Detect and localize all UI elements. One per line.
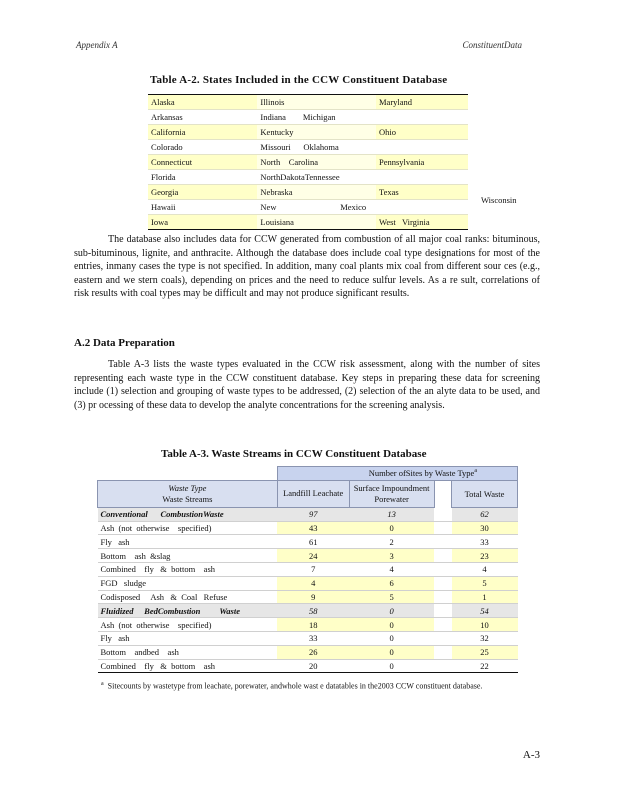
table-a3-cell-landfill: 43 <box>277 521 349 535</box>
table-a3-cell-label: Codisposed Ash & Coal Refuse <box>98 590 278 604</box>
table-a2-cell: Arkansas <box>148 110 257 125</box>
table-a3-row <box>98 659 518 673</box>
table-a2-cell: Louisiana <box>257 215 376 230</box>
table-a3-cell-label: Fluidized BedCombustion Waste <box>98 604 278 618</box>
table-a2-cell <box>376 140 468 155</box>
table-a2-cell: Nebraska <box>257 185 376 200</box>
table-a2-row <box>148 215 468 230</box>
table-a2-cell: Maryland <box>376 95 468 110</box>
table-a3-gap <box>434 507 451 521</box>
table-a3-col-waste-type: Waste Type Waste Streams <box>98 480 278 507</box>
table-a3-row <box>98 618 518 632</box>
table-a3-cell-total: 25 <box>452 645 518 659</box>
table-a2-cell: North Carolina <box>257 155 376 170</box>
table-a3-cell-total: 4 <box>452 562 518 576</box>
table-a2-cell: Ohio <box>376 125 468 140</box>
table-a3-cell-label: Bottom ash &slag <box>98 549 278 563</box>
table-a2-row <box>148 125 468 140</box>
table-a2-cell <box>376 110 468 125</box>
table-a2-cell: Texas <box>376 185 468 200</box>
table-a2-cell: Pennsylvania <box>376 155 468 170</box>
table-a3-cell-total: 22 <box>452 659 518 673</box>
table-a3-cell-label: Fly ash <box>98 631 278 645</box>
table-a3-cell-total: 62 <box>452 507 518 521</box>
table-a2-cell: Indiana Michigan <box>257 110 376 125</box>
table-a3-row <box>98 604 518 618</box>
table-a2-cell: Hawaii <box>148 200 257 215</box>
table-a3-cell-landfill: 33 <box>277 631 349 645</box>
table-a2-cell: Kentucky <box>257 125 376 140</box>
table-a2-cell: Colorado <box>148 140 257 155</box>
table-a3-cell-porewater: 4 <box>349 562 434 576</box>
table-a3-cell-total: 10 <box>452 618 518 632</box>
table-a2-cell: Alaska <box>148 95 257 110</box>
table-a2-cell: West Virginia <box>376 215 468 230</box>
table-a2-cell <box>376 200 468 215</box>
table-a3-gap <box>434 618 451 632</box>
table-a2-cell: Georgia <box>148 185 257 200</box>
table-a3-cell-porewater: 0 <box>349 604 434 618</box>
table-a2-row <box>148 155 468 170</box>
table-a3-cell-landfill: 61 <box>277 535 349 549</box>
table-a3-cell-total: 30 <box>452 521 518 535</box>
table-a3-cell-label: FGD sludge <box>98 576 278 590</box>
table-a3-cell-porewater: 2 <box>349 535 434 549</box>
table-a3-col-porewater: Surface Impoundment Porewater <box>349 480 434 507</box>
table-a2-cell: New Mexico <box>257 200 376 215</box>
table-a2-cell: NorthDakotaTennessee <box>257 170 376 185</box>
table-a3-cell-label: Fly ash <box>98 535 278 549</box>
table-a3-cell-total: 54 <box>452 604 518 618</box>
table-a3-cell-landfill: 9 <box>277 590 349 604</box>
table-a3-cell-landfill: 24 <box>277 549 349 563</box>
table-a2 <box>148 94 468 230</box>
table-a3-cell-porewater: 0 <box>349 659 434 673</box>
table-a3-row <box>98 631 518 645</box>
table-a2-cell <box>376 170 468 185</box>
table-a3-gap <box>434 549 451 563</box>
section-heading-a2: A.2 Data Preparation <box>74 337 175 349</box>
table-a3-gap <box>434 562 451 576</box>
table-a3-title: Table A-3. Waste Streams in CCW Constituent Database <box>161 448 427 460</box>
table-a3-cell-label: Combined fly & bottom ash <box>98 562 278 576</box>
table-a3-cell-porewater: 0 <box>349 618 434 632</box>
table-a3-gap <box>434 535 451 549</box>
table-a2-cell: Missouri Oklahoma <box>257 140 376 155</box>
table-a3-cell-landfill: 97 <box>277 507 349 521</box>
table-a3-cell-porewater: 5 <box>349 590 434 604</box>
table-a2-row <box>148 95 468 110</box>
table-a3 <box>97 466 518 673</box>
table-a3-cell-porewater: 0 <box>349 631 434 645</box>
table-a3-cell-porewater: 0 <box>349 521 434 535</box>
table-a3-cell-label: Ash (not otherwise specified) <box>98 618 278 632</box>
table-a2-row <box>148 200 468 215</box>
table-a3-span-header: Number ofSites by Waste Type$^a$ <box>277 467 517 481</box>
table-a3-cell-label: Bottom andbed ash <box>98 645 278 659</box>
table-a3-cell-porewater: 3 <box>349 549 434 563</box>
table-a3-cell-porewater: 6 <box>349 576 434 590</box>
table-a2-row <box>148 140 468 155</box>
page-number: A-3 <box>522 749 540 761</box>
table-a3-cell-landfill: 26 <box>277 645 349 659</box>
table-a3-row <box>98 562 518 576</box>
table-a3-cell-porewater: 13 <box>349 507 434 521</box>
table-a2-row <box>148 185 468 200</box>
table-a3-gap <box>434 576 451 590</box>
table-a2-row <box>148 110 468 125</box>
table-a3-cell-total: 23 <box>452 549 518 563</box>
table-a3-gap <box>434 659 451 673</box>
table-a3-col-total: Total Waste <box>452 480 518 507</box>
paragraph-data-preparation: Table A-3 lists the waste types evaluated in the CCW risk assessment, along with the number of sites representing each waste type in the CCW constituent database. Key steps in preparing these data for screening include (1) selection and grouping of waste types to be addressed, (2) selection of the an alyte data to be used, and (3) pr ocessing of these data to develop the analyte concentrations for the screening analysis. <box>74 359 540 411</box>
table-a3-cell-landfill: 4 <box>277 576 349 590</box>
running-header-left: Appendix A <box>76 40 118 50</box>
table-a3-cell-total: 33 <box>452 535 518 549</box>
paragraph-coal-ranks: The database also includes data for CCW generated from combustion of all major coal ranks: bituminous, sub-bituminous, lignite, and anthracite. Although the database does include coal type designations for most of the entries, inmany cases the type is not specified. In addition, many coal plants mix coal from different sour ces (e.g., eastern and we stern coals), depending on prices and the need to reduce sulfur levels. As a re sult, correlations of risk results with coal types may be difficult and may not produce significant results. <box>74 234 540 299</box>
table-a3-footnote: $^a$ Sitecounts by wastetype from leachate, porewater, andwhole wast e datatables in the2003 CCW constituent database. <box>101 681 483 691</box>
table-a3-cell-total: 1 <box>452 590 518 604</box>
table-a3-row <box>98 590 518 604</box>
table-a3-gap <box>434 631 451 645</box>
table-a2-cell: Iowa <box>148 215 257 230</box>
table-a3-gap <box>434 645 451 659</box>
table-a3-cell-landfill: 7 <box>277 562 349 576</box>
table-a2-title: Table A-2. States Included in the CCW Constituent Database <box>150 74 448 86</box>
table-a2-cell: California <box>148 125 257 140</box>
table-a2-cell: Florida <box>148 170 257 185</box>
table-a3-cell-landfill: 18 <box>277 618 349 632</box>
table-a2-cell: Connecticut <box>148 155 257 170</box>
table-a2-overflow-state: Wisconsin <box>481 195 517 205</box>
table-a3-cell-landfill: 58 <box>277 604 349 618</box>
table-a3-gap <box>434 604 451 618</box>
table-a3-cell-total: 5 <box>452 576 518 590</box>
table-a3-cell-landfill: 20 <box>277 659 349 673</box>
table-a3-row <box>98 521 518 535</box>
table-a3-row <box>98 645 518 659</box>
table-a3-row <box>98 549 518 563</box>
table-a3-row <box>98 576 518 590</box>
table-a3-cell-label: Conventional CombustionWaste <box>98 507 278 521</box>
table-a3-cell-label: Combined fly & bottom ash <box>98 659 278 673</box>
table-a3-row <box>98 535 518 549</box>
table-a3-col-landfill: Landfill Leachate <box>277 480 349 507</box>
table-a3-cell-label: Ash (not otherwise specified) <box>98 521 278 535</box>
table-a3-cell-porewater: 0 <box>349 645 434 659</box>
table-a2-row <box>148 170 468 185</box>
table-a3-gap <box>434 590 451 604</box>
table-a3-row <box>98 507 518 521</box>
table-a2-cell: Illinois <box>257 95 376 110</box>
running-header-right: ConstituentData <box>462 40 522 50</box>
table-a3-gap <box>434 521 451 535</box>
table-a3-cell-total: 32 <box>452 631 518 645</box>
